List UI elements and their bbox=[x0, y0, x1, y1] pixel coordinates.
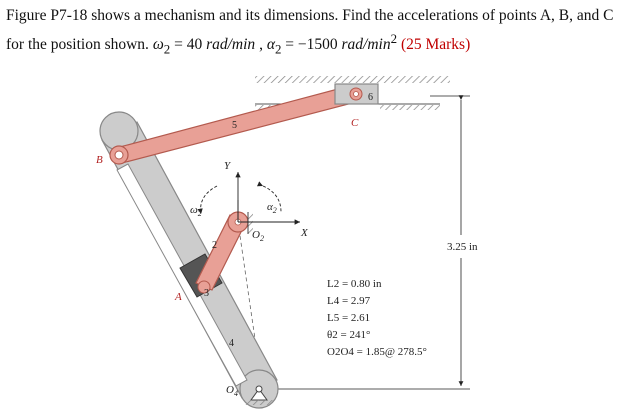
problem-intro: Figure P7-18 shows a mechanism and its dimensions. Find the accelerations of points A, B, and C for the position shown. bbox=[6, 7, 614, 54]
x-axis-label: X bbox=[301, 227, 308, 239]
omega-value: = 40 bbox=[170, 36, 207, 54]
omega-subscript: 2 bbox=[163, 41, 171, 57]
spec-theta2: θ2 = 241° bbox=[327, 329, 371, 341]
o4-label: $O_4$ bbox=[226, 384, 238, 398]
height-dimension: 3.25 in bbox=[447, 241, 478, 253]
spec-l2: L2 = 0.80 in bbox=[327, 278, 382, 290]
alpha-unit-exponent: 2 bbox=[390, 31, 398, 46]
alpha-label: $\alpha_2$ bbox=[267, 201, 277, 215]
point-a-label: A bbox=[175, 291, 182, 303]
omega-label: $\omega_2$ bbox=[190, 204, 202, 218]
omega-arc-arrow bbox=[201, 186, 217, 214]
point-b-label: B bbox=[96, 154, 103, 166]
link-4-label: 4 bbox=[229, 338, 234, 349]
alpha-unit: rad/min bbox=[341, 36, 391, 54]
link-5-label: 5 bbox=[232, 120, 237, 131]
spec-l4: L4 = 2.97 bbox=[327, 295, 371, 307]
link-6-label: 6 bbox=[368, 92, 373, 103]
alpha-subscript: 2 bbox=[274, 41, 282, 57]
link-3-label: 3 bbox=[204, 288, 209, 299]
alpha-symbol: α bbox=[266, 36, 275, 54]
y-axis-label: Y bbox=[224, 160, 231, 172]
separator: , bbox=[255, 36, 267, 54]
omega-symbol: ω bbox=[152, 36, 164, 54]
o2-label: $O_2$ bbox=[252, 229, 264, 243]
point-c-label: C bbox=[351, 117, 359, 129]
ground-hatch-top bbox=[255, 76, 450, 83]
mechanism-specs bbox=[327, 278, 427, 358]
ground-hatch-slider-right bbox=[380, 105, 440, 110]
spec-l5: L5 = 2.61 bbox=[327, 312, 371, 324]
spec-o2o4: O2O4 = 1.85@ 278.5° bbox=[327, 346, 427, 358]
marks-label: (25 Marks) bbox=[400, 36, 471, 54]
omega-unit: rad/min bbox=[206, 36, 256, 54]
alpha-value: = −1500 bbox=[281, 36, 342, 54]
link-2-label: 2 bbox=[212, 240, 217, 251]
